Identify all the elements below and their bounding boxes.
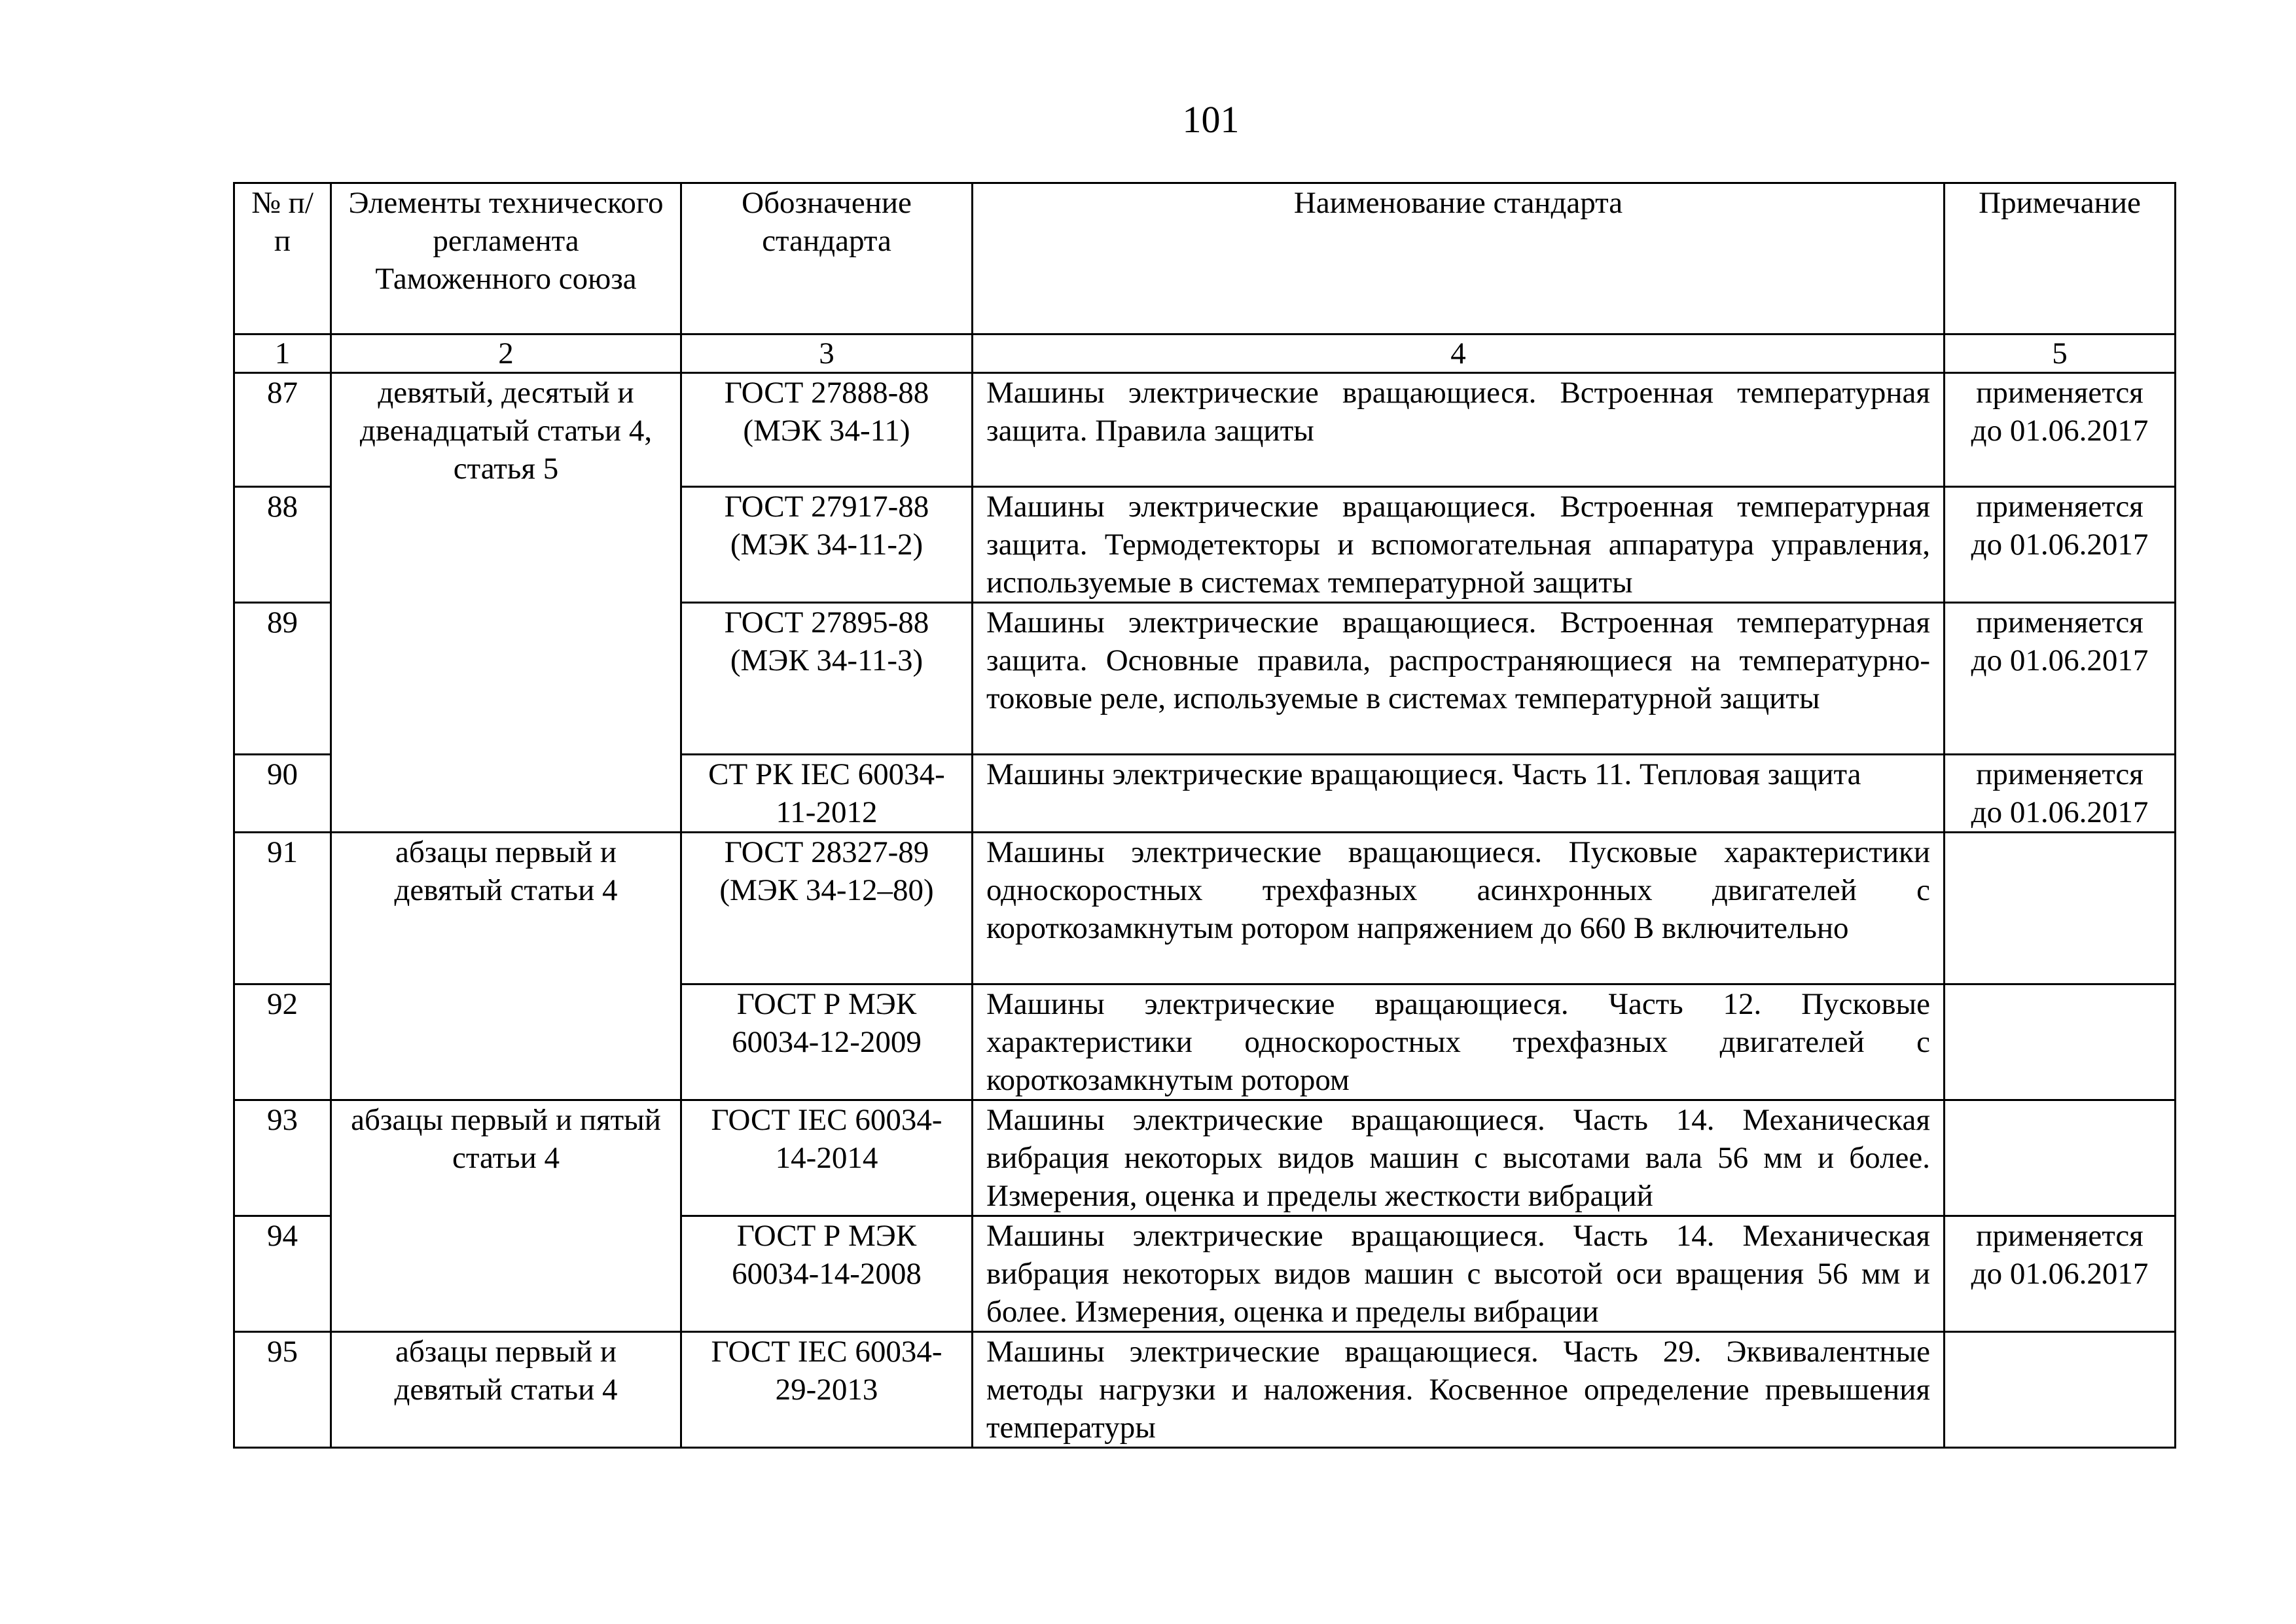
regulation-elements: девятый, десятый и двенадцатый статьи 4, статья 5 xyxy=(331,373,681,833)
note: применяется до 01.06.2017 xyxy=(1945,603,2176,755)
regulation-elements: абзацы первый и пятый статьи 4 xyxy=(331,1100,681,1332)
row-number: 94 xyxy=(234,1216,331,1332)
note: применяется до 01.06.2017 xyxy=(1945,755,2176,833)
row-number: 91 xyxy=(234,833,331,984)
table-row xyxy=(234,833,2176,984)
column-index: 3 xyxy=(681,334,973,373)
row-number: 90 xyxy=(234,755,331,833)
header-designation: Обозначение стандарта xyxy=(681,183,973,334)
standard-name: Машины электрические вращающиеся. Пусковые характеристики односкоростных трехфазных асинхронных двигателей с короткозамкнутым ротором напряжением до 660 В включительно xyxy=(973,833,1945,984)
header-standard-name: Наименование стандарта xyxy=(973,183,1945,334)
standard-designation: ГОСТ Р МЭК 60034-12-2009 xyxy=(681,984,973,1100)
table-row xyxy=(234,373,2176,487)
table-row xyxy=(234,1100,2176,1216)
note xyxy=(1945,1100,2176,1216)
standard-name: Машины электрические вращающиеся. Встроенная температурная защита. Термодетекторы и вспомогательная аппаратура управления, используемые в системах температурной защиты xyxy=(973,487,1945,603)
row-number: 95 xyxy=(234,1332,331,1448)
note xyxy=(1945,1332,2176,1448)
column-index: 5 xyxy=(1945,334,2176,373)
note: применяется до 01.06.2017 xyxy=(1945,487,2176,603)
column-index: 2 xyxy=(331,334,681,373)
row-number: 93 xyxy=(234,1100,331,1216)
regulation-elements: абзацы первый и девятый статьи 4 xyxy=(331,1332,681,1448)
standard-name: Машины электрические вращающиеся. Часть 12. Пусковые характеристики односкоростных трехфазных двигателей с короткозамкнутым ротором xyxy=(973,984,1945,1100)
standard-designation: ГОСТ 28327-89 (МЭК 34-12–80) xyxy=(681,833,973,984)
note: применяется до 01.06.2017 xyxy=(1945,373,2176,487)
table-header-row xyxy=(234,183,2176,334)
regulation-elements: абзацы первый и девятый статьи 4 xyxy=(331,833,681,1100)
standard-name: Машины электрические вращающиеся. Часть 29. Эквивалентные методы нагрузки и наложения. Косвенное определение превышения температуры xyxy=(973,1332,1945,1448)
header-number: № п/п xyxy=(234,183,331,334)
header-elements: Элементы технического регламента Таможенного союза xyxy=(331,183,681,334)
standard-designation: СТ РК IEC 60034-11-2012 xyxy=(681,755,973,833)
row-number: 92 xyxy=(234,984,331,1100)
standard-name: Машины электрические вращающиеся. Часть 11. Тепловая защита xyxy=(973,755,1945,833)
row-number: 88 xyxy=(234,487,331,603)
standard-designation: ГОСТ 27917-88 (МЭК 34-11-2) xyxy=(681,487,973,603)
note xyxy=(1945,833,2176,984)
standards-table xyxy=(233,182,2176,1449)
page-number: 101 xyxy=(1182,98,1240,141)
standard-designation: ГОСТ Р МЭК 60034-14-2008 xyxy=(681,1216,973,1332)
standard-designation: ГОСТ IEC 60034-14-2014 xyxy=(681,1100,973,1216)
table-row xyxy=(234,1332,2176,1448)
note: применяется до 01.06.2017 xyxy=(1945,1216,2176,1332)
standard-name: Машины электрические вращающиеся. Часть 14. Механическая вибрация некоторых видов машин с высотами вала 56 мм и более. Измерения, оценка и пределы жесткости вибраций xyxy=(973,1100,1945,1216)
standard-name: Машины электрические вращающиеся. Встроенная температурная защита. Основные правила, распространяющиеся на температурно-токовые реле, используемые в системах температурной защиты xyxy=(973,603,1945,755)
standard-designation: ГОСТ IEC 60034-29-2013 xyxy=(681,1332,973,1448)
header-note: Примечание xyxy=(1945,183,2176,334)
column-index: 1 xyxy=(234,334,331,373)
standard-designation: ГОСТ 27888-88 (МЭК 34-11) xyxy=(681,373,973,487)
note xyxy=(1945,984,2176,1100)
column-index: 4 xyxy=(973,334,1945,373)
standard-name: Машины электрические вращающиеся. Часть 14. Механическая вибрация некоторых видов машин с высотой оси вращения 56 мм и более. Измерения, оценка и пределы вибрации xyxy=(973,1216,1945,1332)
standard-designation: ГОСТ 27895-88 (МЭК 34-11-3) xyxy=(681,603,973,755)
column-index-row xyxy=(234,334,2176,373)
row-number: 87 xyxy=(234,373,331,487)
standard-name: Машины электрические вращающиеся. Встроенная температурная защита. Правила защиты xyxy=(973,373,1945,487)
row-number: 89 xyxy=(234,603,331,755)
